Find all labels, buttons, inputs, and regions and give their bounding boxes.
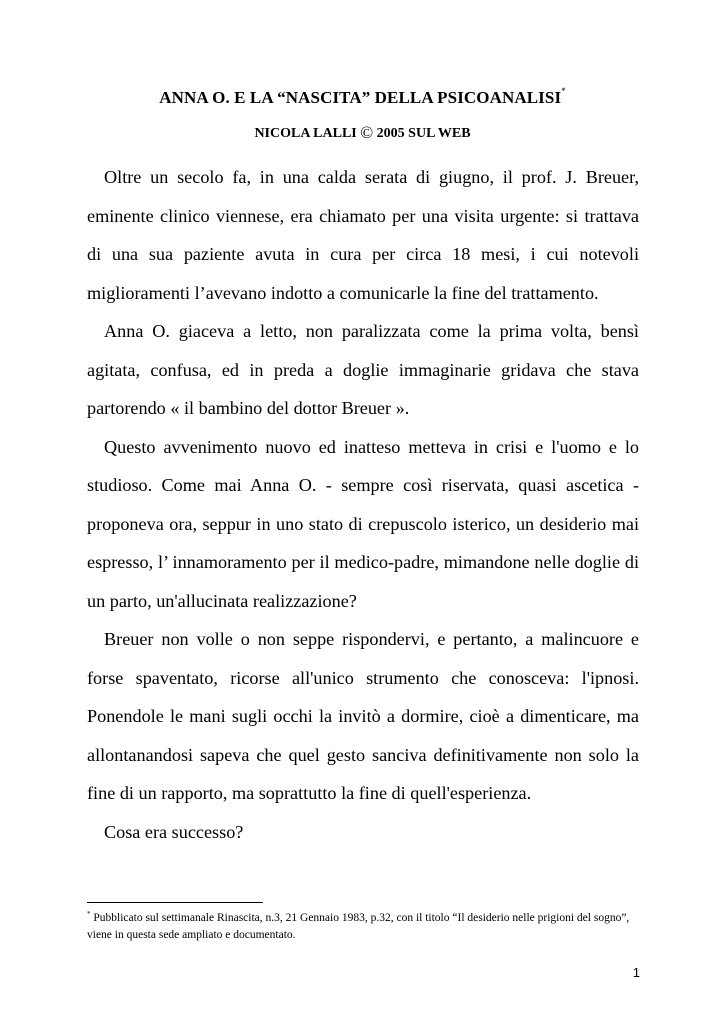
- page-number: 1: [632, 965, 640, 980]
- paragraph-1: Oltre un secolo fa, in una calda serata di giugno, il prof. J. Breuer, eminente clinico viennese, era chiamato per una visita urgente: si trattava di una sua paziente avuta in cura per circa 18 mesi, i cui notevoli miglioramenti l’avevano indotto a comunicarle la fine del trattamento.: [87, 167, 639, 303]
- footnote-marker: *: [87, 910, 91, 918]
- copyright-symbol: ©: [360, 123, 374, 142]
- body-text: [87, 158, 639, 851]
- paragraph-2: Anna O. giaceva a letto, non paralizzata come la prima volta, bensì agitata, confusa, ed in preda a doglie immaginarie gridava che stava partorendo « il bambino del dottor Breuer ».: [87, 321, 639, 418]
- paragraph-4: Breuer non volle o non seppe rispondervi, e pertanto, a malincuore e forse spaventato, ricorse all'unico strumento che conosceva: l'ipnosi. Ponendole le mani sugli occhi la invitò a dormire, cioè a dimenticare, ma allontanandosi sapeva che quel gesto sanciva definitivamente non solo la fine di un rapporto, ma soprattutto la fine di quell'esperienza.: [87, 629, 639, 803]
- title-text: ANNA O. E LA “NASCITA” DELLA PSICOANALISI: [159, 88, 562, 107]
- author-name: NICOLA LALLI: [254, 126, 357, 141]
- title-footnote-marker[interactable]: *: [561, 86, 566, 96]
- page-title: [0, 86, 725, 108]
- author-line: [0, 123, 725, 143]
- footnote-text: Pubblicato sul settimanale Rinascita, n.3, 21 Gennaio 1983, p.32, con il titolo “Il desiderio nelle prigioni del sogno”, viene in questa sede ampliato e documentato.: [87, 912, 630, 941]
- author-suffix: 2005 SUL WEB: [376, 126, 471, 141]
- footnote: [87, 906, 639, 944]
- paragraph-5: Cosa era successo?: [104, 821, 244, 842]
- paragraph-3: Questo avvenimento nuovo ed inatteso metteva in crisi e l'uomo e lo studioso. Come mai Anna O. - sempre così riservata, quasi ascetica - proponeva ora, seppur in uno stato di crepuscolo isterico, un desiderio mai espresso, l’ innamoramento per il medico-padre, mimandone nelle doglie di un parto, un'allucinata realizzazione?: [87, 436, 639, 611]
- footnote-divider: [87, 902, 263, 903]
